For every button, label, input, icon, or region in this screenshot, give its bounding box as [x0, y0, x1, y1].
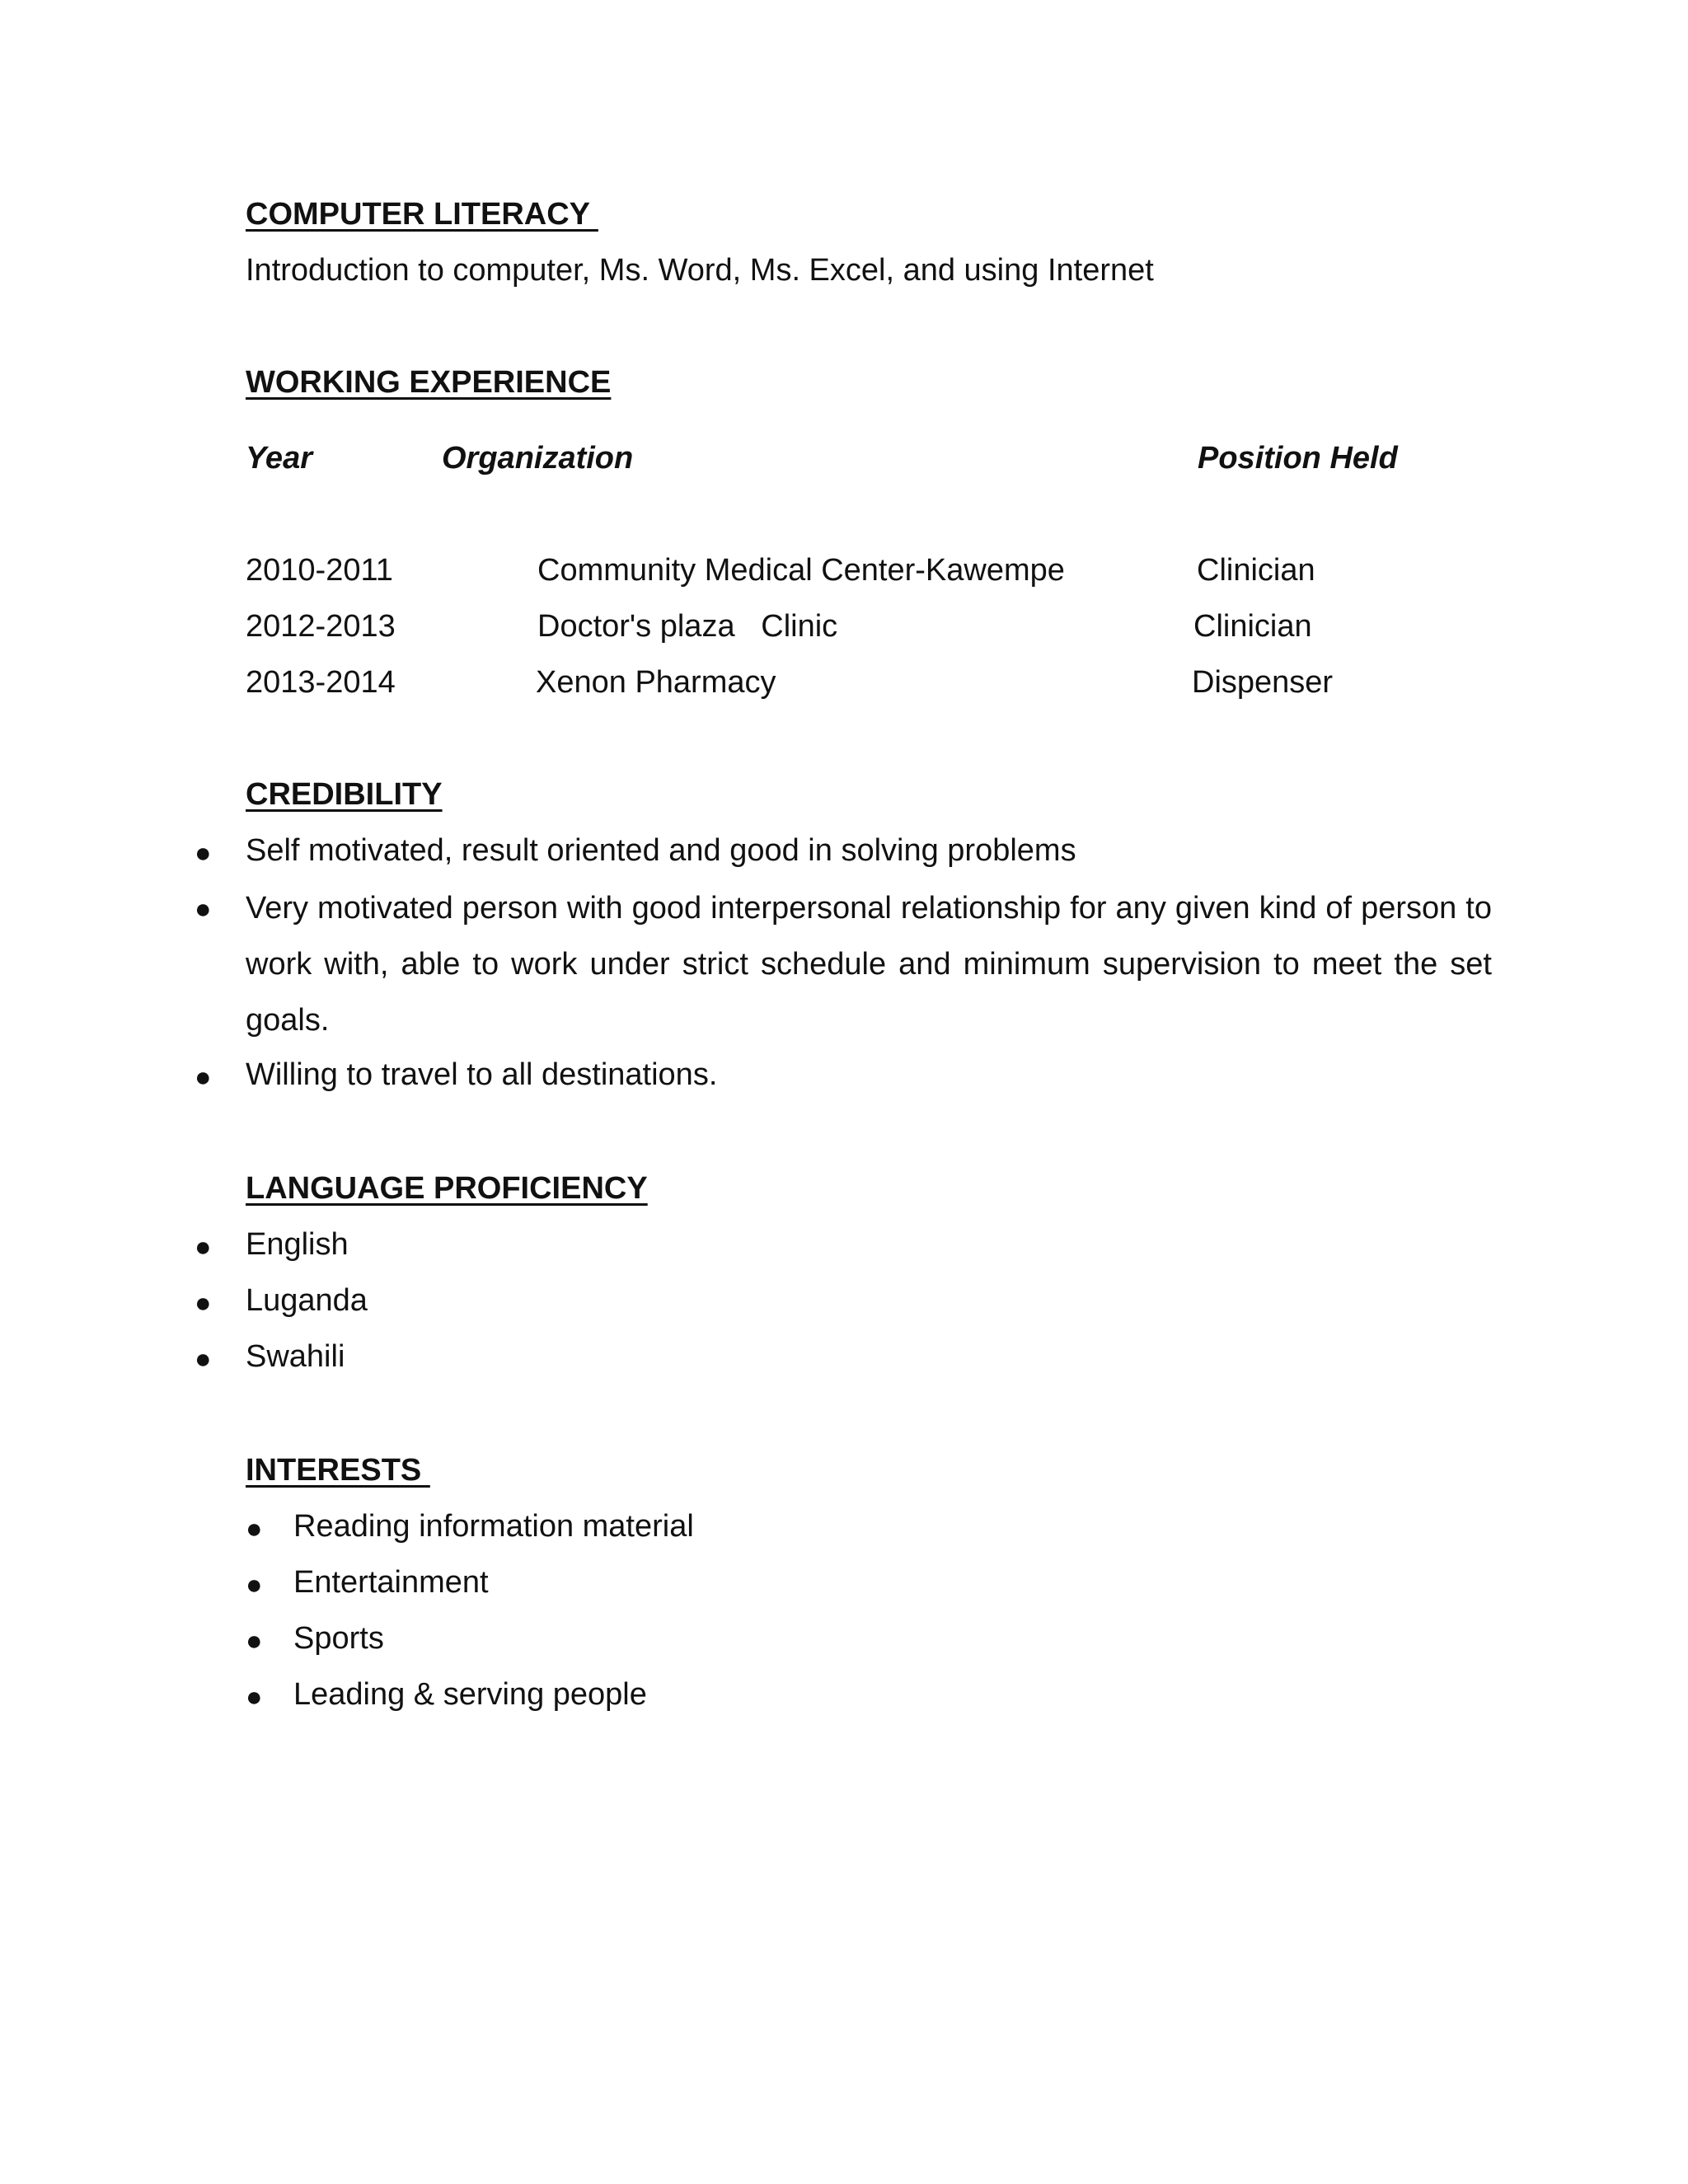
bullet-icon: ●: [195, 1231, 212, 1263]
section-heading-interests: INTERESTS: [246, 1453, 430, 1488]
section-heading-working-experience: WORKING EXPERIENCE: [246, 365, 612, 400]
section-heading-language-proficiency: LANGUAGE PROFICIENCY: [246, 1171, 648, 1206]
credibility-item: Willing to travel to all destinations.: [246, 1057, 718, 1092]
experience-position: Clinician: [1197, 553, 1315, 588]
bullet-icon: ●: [246, 1569, 263, 1601]
bullet-icon: ●: [195, 1287, 212, 1319]
computer-literacy-text: Introduction to computer, Ms. Word, Ms. Excel, and using Internet: [246, 253, 1154, 288]
interest-item: Leading & serving people: [293, 1677, 647, 1712]
experience-organization: Community Medical Center-Kawempe: [537, 553, 1065, 588]
bullet-icon: ●: [246, 1513, 263, 1544]
experience-organization: Xenon Pharmacy: [536, 665, 776, 700]
section-heading-credibility: CREDIBILITY: [246, 777, 443, 812]
column-header-organization: Organization: [442, 441, 634, 476]
language-item: English: [246, 1227, 349, 1262]
bullet-icon: ●: [195, 893, 212, 925]
experience-year: 2013-2014: [246, 665, 396, 700]
interest-item: Entertainment: [293, 1565, 489, 1600]
bullet-icon: ●: [195, 1343, 212, 1375]
language-item: Swahili: [246, 1339, 345, 1374]
interest-item: Reading information material: [293, 1509, 694, 1544]
column-header-position: Position Held: [1198, 441, 1398, 476]
experience-year: 2010-2011: [246, 553, 393, 588]
experience-position: Clinician: [1193, 609, 1312, 644]
bullet-icon: ●: [246, 1625, 263, 1657]
bullet-icon: ●: [195, 837, 212, 869]
language-item: Luganda: [246, 1283, 368, 1318]
experience-year: 2012-2013: [246, 609, 396, 644]
credibility-item: Self motivated, result oriented and good in solving problems: [246, 833, 1076, 868]
bullet-icon: ●: [195, 1062, 212, 1093]
experience-organization: Doctor's plaza Clinic: [537, 609, 838, 644]
interest-item: Sports: [293, 1621, 384, 1656]
experience-position: Dispenser: [1192, 665, 1334, 700]
credibility-item: Very motivated person with good interpersonal relationship for any given kind of person to work with, able to work under strict schedule and minimum supervision to meet the set goals.: [246, 891, 1492, 1038]
bullet-icon: ●: [246, 1681, 263, 1713]
section-heading-computer-literacy: COMPUTER LITERACY: [246, 197, 598, 232]
column-header-year: Year: [246, 441, 312, 476]
